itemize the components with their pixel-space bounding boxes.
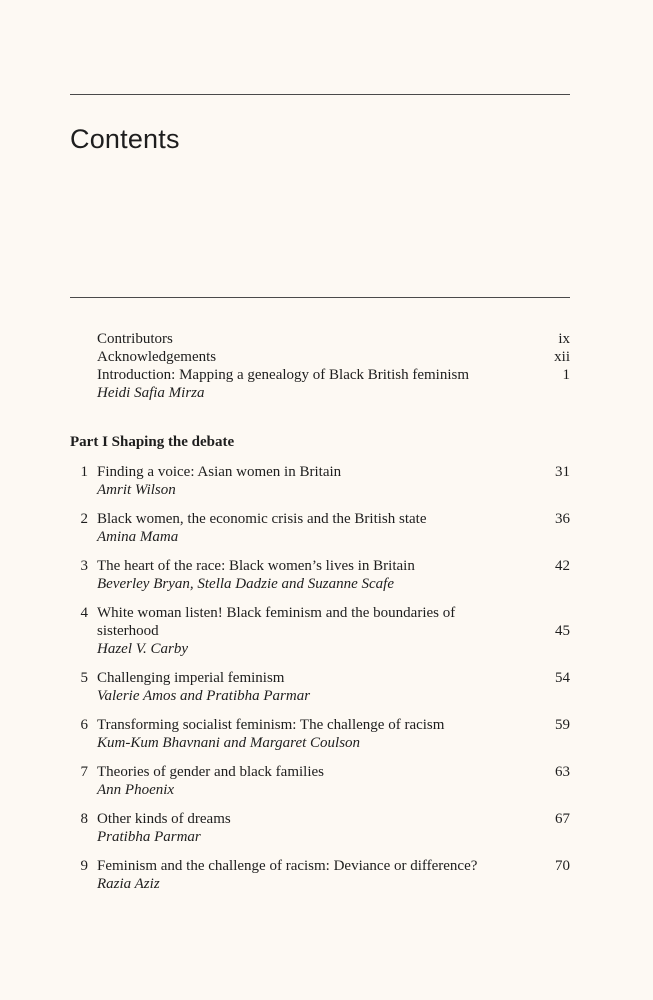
chapter-page: 70	[555, 858, 570, 874]
toc-entry-introduction[interactable]	[97, 366, 570, 402]
chapter-number: 8	[80, 811, 88, 827]
chapter-author: Kum-Kum Bhavnani and Margaret Coulson	[97, 735, 361, 751]
chapter-author: Amrit Wilson	[97, 482, 176, 498]
chapter-page: 63	[555, 764, 570, 780]
chapter-author: Ann Phoenix	[97, 782, 175, 798]
chapter-page: 31	[555, 464, 570, 480]
page-title: Contents	[70, 124, 180, 155]
chapter-title: The heart of the race: Black women’s lives in Britain	[97, 558, 415, 574]
toc-entry-chapter-7[interactable]	[70, 763, 570, 799]
chapter-list	[70, 463, 570, 904]
chapter-title: Feminism and the challenge of racism: Deviance or difference?	[97, 858, 478, 874]
chapter-author: Valerie Amos and Pratibha Parmar	[97, 688, 311, 704]
entry-title: Introduction: Mapping a genealogy of Black British feminism	[97, 367, 470, 383]
chapter-number: 2	[80, 511, 88, 527]
toc-entry-chapter-5[interactable]	[70, 669, 570, 705]
chapter-title: White woman listen! Black feminism and the boundaries of	[97, 605, 456, 621]
toc-entry-chapter-6[interactable]	[70, 716, 570, 752]
chapter-page: 45	[555, 623, 570, 639]
chapter-number: 3	[80, 558, 88, 574]
chapter-author: Beverley Bryan, Stella Dadzie and Suzanne Scafe	[97, 576, 394, 592]
toc-entry-chapter-3[interactable]	[70, 557, 570, 593]
chapter-page: 42	[555, 558, 570, 574]
top-rule	[70, 94, 570, 95]
toc-entry-chapter-9[interactable]	[70, 857, 570, 893]
section-rule	[70, 297, 570, 298]
chapter-number: 6	[80, 717, 88, 733]
entry-page: 1	[562, 367, 570, 383]
chapter-title: Black women, the economic crisis and the British state	[97, 511, 427, 527]
chapter-title: Finding a voice: Asian women in Britain	[97, 464, 342, 480]
chapter-author: Amina Mama	[97, 529, 179, 545]
part-heading: Part I Shaping the debate	[70, 434, 235, 450]
toc-entry-chapter-1[interactable]	[70, 463, 570, 499]
chapter-number: 1	[80, 464, 88, 480]
toc-entry-contributors[interactable]	[97, 330, 570, 348]
chapter-author: Hazel V. Carby	[97, 641, 188, 657]
chapter-number: 7	[80, 764, 88, 780]
entry-page: xii	[554, 349, 570, 365]
toc-entry-chapter-8[interactable]	[70, 810, 570, 846]
entry-author: Heidi Safia Mirza	[97, 385, 205, 401]
chapter-title: Transforming socialist feminism: The challenge of racism	[97, 717, 445, 733]
toc-entry-chapter-2[interactable]	[70, 510, 570, 546]
chapter-title: Challenging imperial feminism	[97, 670, 285, 686]
chapter-title: Other kinds of dreams	[97, 811, 231, 827]
chapter-author: Razia Aziz	[97, 876, 160, 892]
entry-title: Contributors	[97, 331, 173, 347]
chapter-number: 4	[80, 605, 88, 621]
chapter-page: 54	[555, 670, 570, 686]
chapter-page: 36	[555, 511, 570, 527]
toc-entry-acknowledgements[interactable]	[97, 348, 570, 366]
toc-entry-chapter-4[interactable]	[70, 604, 570, 658]
chapter-page: 59	[555, 717, 570, 733]
front-matter-list	[97, 330, 570, 402]
chapter-title: Theories of gender and black families	[97, 764, 324, 780]
entry-page: ix	[558, 331, 570, 347]
chapter-page: 67	[555, 811, 570, 827]
chapter-author: Pratibha Parmar	[97, 829, 201, 845]
chapter-number: 9	[80, 858, 88, 874]
chapter-number: 5	[80, 670, 88, 686]
entry-title: Acknowledgements	[97, 349, 217, 365]
chapter-title-continued: sisterhood	[97, 623, 159, 639]
